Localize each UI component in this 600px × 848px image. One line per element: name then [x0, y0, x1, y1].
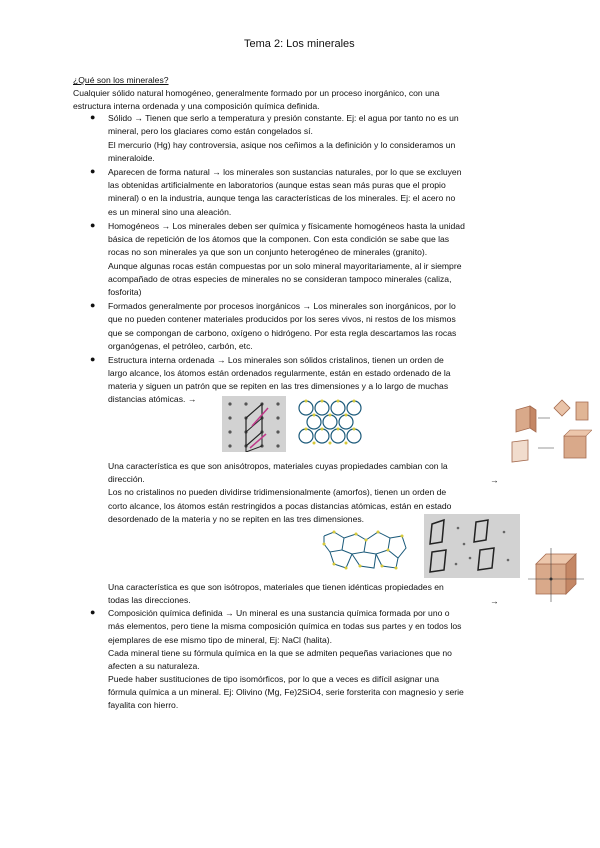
bullet-line: que no pueden contener materiales producidos por los seres vivos, ni restos de los mismos: [108, 314, 456, 324]
bullet-line: Los no cristalinos no pueden dividirse tridimensionalmente (amorfos), tienen un orden de: [108, 487, 447, 497]
section-heading: ¿Qué son los minerales?: [73, 75, 169, 85]
bullet-line: Sólido → Tienen que serlo a temperatura y presión constante. Ej: el agua por tanto no es un: [108, 113, 459, 123]
bullet-line: las obtenidas artificialmente en laboratorios (aunque estas sean más puras que el propio: [108, 180, 446, 190]
bullet-line: distancias atómicas. →: [108, 394, 197, 404]
bullet-line: Aparecen de forma natural → los minerales son sustancias naturales, por lo que se excluyen: [108, 167, 462, 177]
bullet-line: mineraloide.: [108, 153, 155, 163]
bullet-marker: ●: [90, 300, 96, 310]
bullet-line: Cada mineral tiene su fórmula química en la que se admiten pequeñas variaciones que no: [108, 648, 452, 658]
bullet-line: dirección.: [108, 474, 145, 484]
bullet-marker: ●: [90, 354, 96, 364]
bullet-line: Una característica es que son anisótropos, materiales cuyas propiedades cambian con la: [108, 461, 448, 471]
bullet-line: Formados generalmente por procesos inorgánicos → Los minerales son inorgánicos, por lo: [108, 301, 456, 311]
bullet-line: El mercurio (Hg) hay controversia, asique nos ceñimos a la definición y lo consideramos un: [108, 140, 456, 150]
crystal-lattice-figure: [222, 396, 286, 452]
bullet-line: corto alcance, los átomos están restringidos a pocas distancias atómicas, están en estado: [108, 501, 452, 511]
bullet-line: fórmula química a un mineral. Ej: Olivino (Mg, Fe)2SiO4, serie forsterita con magnesio y serie: [108, 687, 464, 697]
bullet-line: organógenas, el petróleo, carbón, etc.: [108, 341, 253, 351]
bullet-line: todas las direcciones.: [108, 595, 191, 605]
bullet-line: que se compongan de carbono, oxígeno o hidrógeno. Por esta regla descartamos las rocas: [108, 328, 457, 338]
bullet-marker: ●: [90, 607, 96, 617]
bullet-marker: ●: [90, 220, 96, 230]
bullet-line: Puede haber sustituciones de tipo isomórficos, por lo que a veces es difícil asignar una: [108, 674, 440, 684]
intro-line: Cualquier sólido natural homogéneo, generalmente formado por un proceso inorgánico, con una: [73, 88, 440, 98]
hexagonal-network-figure: [296, 398, 362, 452]
bullet-line: rocas no son minerales ya que son un conjunto heterogéneo de minerales (granito).: [108, 247, 428, 257]
bullet-line: básica de repetición de los átomos que la componen. Con esta condición se sabe que las: [108, 234, 450, 244]
bullet-line: materia y siguen un patrón que se repiten en las tres dimensiones y a lo largo de muchas: [108, 381, 449, 391]
intro-line: estructura interna ordenada y una composición química definida.: [73, 101, 320, 111]
amorphous-lattice-figure: [424, 514, 520, 578]
bullet-line: Homogéneos → Los minerales deben ser química y físicamente homogéneos hasta la unidad: [108, 221, 465, 231]
bullet-line: mineral, pero los glaciares como están congelados sí.: [108, 126, 313, 136]
bullet-line: Una característica es que son isótropos, materiales que tienen idénticas propiedades en: [108, 582, 444, 592]
bullet-line: Estructura interna ordenada → Los minerales son sólidos cristalinos, tienen un orden de: [108, 355, 444, 365]
page-title: Tema 2: Los minerales: [244, 38, 355, 50]
bullet-line: fosforita): [108, 287, 142, 297]
bullet-marker: ●: [90, 112, 96, 122]
anisotropic-crystals-figure: [508, 398, 592, 464]
bullet-line: Aunque algunas rocas están compuestas por un solo mineral mayoritariamente, al ir siempre: [108, 261, 462, 271]
bullet-line: más elementos, pero tiene la misma composición química en todas sus partes y en todos los: [108, 621, 462, 631]
amorphous-network-figure: [320, 526, 410, 574]
bullet-line: fayalita con hierro.: [108, 700, 179, 710]
bullet-line: Composición química definida → Un mineral es una sustancia química formada por uno o: [108, 608, 450, 618]
bullet-line: mineral) o en la industria, aunque tenga las características de los minerales. Ej: el acero no: [108, 193, 456, 203]
bullet-line: acompañado de otras especies de minerales no se consideran tampoco minerales (caliza,: [108, 274, 452, 284]
bullet-line: largo alcance, los átomos están ordenados regularmente, están en estado ordenado de la: [108, 368, 451, 378]
bullet-line: afecten a su naturaleza.: [108, 661, 200, 671]
bullet-line: es un mineral sino una aleación.: [108, 207, 232, 217]
bullet-line: desordenado de la materia y no se repiten en las tres dimensiones.: [108, 514, 365, 524]
isotropic-cube-figure: [526, 546, 586, 606]
arrow-mark: →: [490, 475, 499, 485]
bullet-marker: ●: [90, 166, 96, 176]
bullet-line: ejemplares de ese mismo tipo de mineral, Ej: NaCl (halita).: [108, 635, 333, 645]
arrow-mark: →: [490, 596, 499, 606]
